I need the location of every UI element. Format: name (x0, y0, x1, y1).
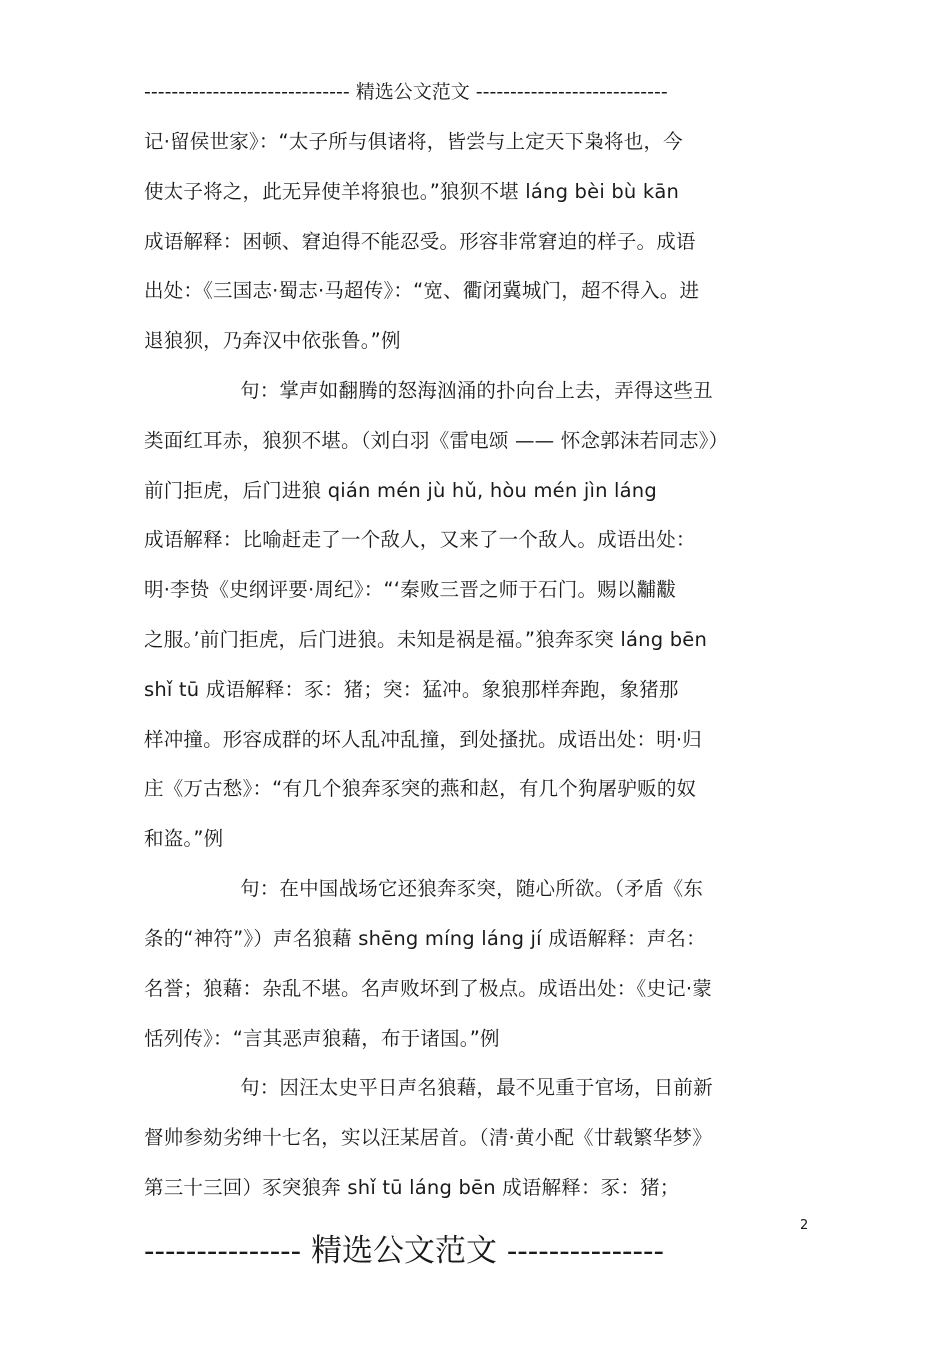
body-line: 句：因汪太史平日声名狼藉，最不见重于官场，日前新 (240, 1076, 713, 1099)
page-footer: --------------- 精选公文范文 --------------- (144, 1233, 664, 1269)
body-line: 条的“神符”》）声名狼藉 shēng míng láng jí 成语解释：声名： (144, 927, 706, 950)
page-number: 2 (800, 1218, 809, 1233)
body-line: 成语解释：困顿、窘迫得不能忍受。形容非常窘迫的样子。成语 (144, 230, 696, 253)
body-line: 前门拒虎，后门进狼 qián mén jù hǔ, hòu mén jìn láng (144, 479, 657, 502)
body-line: 和盗。”例 (144, 827, 224, 850)
body-line: 恬列传》：“言其恶声狼藉，布于诸国。”例 (144, 1027, 500, 1050)
body-line: 类面红耳赤，狼狈不堪。（刘白羽《雷电颂 —— 怀念郭沫若同志》） (144, 429, 729, 452)
body-line: 出处：《三国志·蜀志·马超传》：“宽、衢闭冀城门，超不得入。进 (144, 279, 700, 302)
body-line: 句：掌声如翻腾的怒海汹涌的扑向台上去，弄得这些丑 (240, 379, 713, 402)
body-line: 记·留侯世家》：“太子所与俱诸将，皆尝与上定天下枭将也，今 (144, 130, 683, 153)
body-line: shǐ tū 成语解释：豕：猪；突：猛冲。象狼那样奔跑，象猪那 (144, 678, 679, 701)
body-line: 样冲撞。形容成群的坏人乱冲乱撞，到处搔扰。成语出处：明·归 (144, 728, 702, 751)
body-line: 成语解释：比喻赶走了一个敌人，又来了一个敌人。成语出处： (144, 528, 696, 551)
body-line: 句：在中国战场它还狼奔豕突，随心所欲。（矛盾《东 (240, 877, 704, 900)
body-line: 明·李贽《史纲评要·周纪》：“‘秦败三晋之师于石门。赐以黼黻 (144, 578, 676, 601)
body-line: 督帅参劾劣绅十七名，实以汪某居首。（清·黄小配《廿载繁华梦》 (144, 1126, 712, 1149)
body-line: 庄《万古愁》：“有几个狼奔豕突的燕和赵，有几个狗屠驴贩的奴 (144, 777, 697, 800)
page-header: ------------------------------ 精选公文范文 ---------------------------- (144, 81, 668, 103)
body-line: 退狼狈，乃奔汉中依张鲁。”例 (144, 329, 401, 352)
body-line: 第三十三回）豕突狼奔 shǐ tū láng bēn 成语解释：豕：猪； (144, 1176, 680, 1199)
body-line: 之服。’前门拒虎，后门进狼。未知是祸是福。”狼奔豕突 láng bēn (144, 628, 708, 651)
body-line: 使太子将之，此无异使羊将狼也。”狼狈不堪 láng bèi bù kān (144, 180, 680, 203)
body-line: 名誉；狼藉：杂乱不堪。名声败坏到了极点。成语出处：《史记·蒙 (144, 977, 712, 1000)
